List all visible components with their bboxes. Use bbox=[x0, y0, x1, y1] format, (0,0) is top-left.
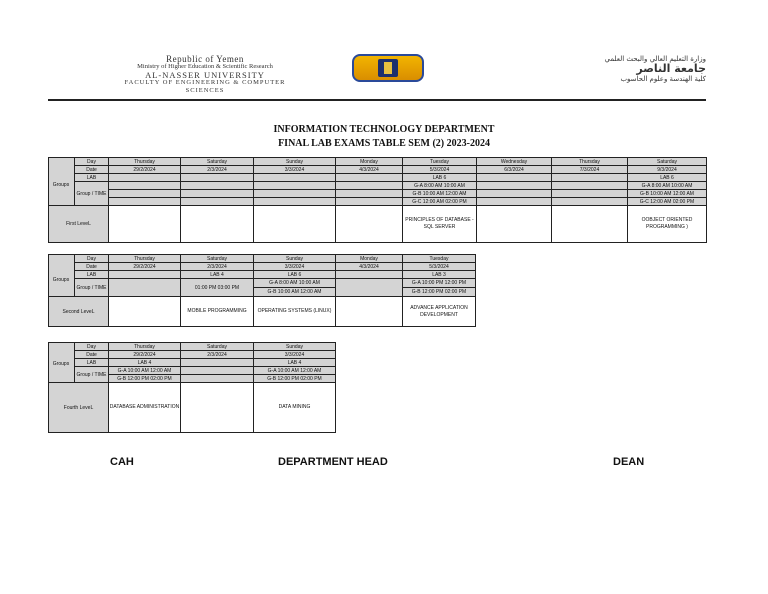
group-time-cell: G-B 10:00 AM 12:00 AM bbox=[403, 190, 477, 198]
date-row bbox=[49, 351, 336, 359]
day-cell: Saturday bbox=[628, 158, 707, 166]
group-time-cell: G-C 12:00 AM 02:00 PM bbox=[403, 198, 477, 206]
group-time-cell: G-A 8:00 AM 10:00 AM bbox=[254, 279, 336, 288]
lab-cell: LAB 6 bbox=[254, 271, 336, 279]
header-en-line-5: SCIENCES bbox=[185, 87, 225, 94]
group-row bbox=[49, 190, 707, 198]
lab-label: LAB bbox=[75, 359, 109, 367]
day-label: Day bbox=[75, 158, 109, 166]
lab-row bbox=[49, 359, 336, 367]
group-time-cell: G-B 10:00 AM 12:00 AM bbox=[254, 288, 336, 297]
day-row bbox=[49, 255, 476, 263]
lab-cell: LAB 4 bbox=[109, 359, 181, 367]
date-label: Date bbox=[75, 263, 109, 271]
group-time-cell: G-A 8:00 AM 10:00 AM bbox=[628, 182, 707, 190]
subject-cell: ADVANCE APPLICATION DEVELOPMENT bbox=[403, 297, 476, 327]
signature-dean: DEAN bbox=[613, 456, 645, 468]
group-time-cell: G-A 10:00 AM 12:00 AM bbox=[109, 367, 181, 375]
date-cell: 9/3/2024 bbox=[628, 166, 707, 174]
group-row bbox=[49, 367, 336, 375]
day-label: Day bbox=[75, 343, 109, 351]
lab-cell: LAB 3 bbox=[403, 271, 476, 279]
groups-label: Groups bbox=[52, 277, 70, 283]
group-time-cell: G-B 12:00 PM 02:00 PM bbox=[109, 375, 181, 383]
day-cell: Thursday bbox=[109, 158, 181, 166]
group-time-cell: G-A 10:00 AM 12:00 AM bbox=[254, 367, 336, 375]
university-logo bbox=[352, 54, 424, 82]
date-cell: 2/3/2024 bbox=[181, 166, 254, 174]
lab-cell: LAB 6 bbox=[403, 174, 477, 182]
group-time-cell: G-B 10:00 AM 12:00 AM bbox=[628, 190, 707, 198]
first-level-table bbox=[48, 157, 707, 243]
fourth-level-table bbox=[48, 342, 336, 433]
header-en-line-4: FACULTY OF ENGINEERING & COMPUTER bbox=[124, 79, 286, 86]
day-cell: Monday bbox=[336, 158, 403, 166]
date-label: Date bbox=[75, 166, 109, 174]
header-en-line-2: Ministry of Higher Education & Scientific Research bbox=[137, 63, 273, 70]
subject-cell: DATABASE ADMINISTRATION bbox=[109, 383, 181, 433]
group-time-label: Group / TIME bbox=[75, 279, 109, 297]
group-time-cell: G-A 8:00 AM 10:00 AM bbox=[403, 182, 477, 190]
date-cell: 4/3/2024 bbox=[336, 166, 403, 174]
date-cell: 6/3/2024 bbox=[477, 166, 552, 174]
second-level-table bbox=[48, 254, 476, 327]
date-row bbox=[49, 263, 476, 271]
date-label: Date bbox=[75, 351, 109, 359]
signature-cah: CAH bbox=[110, 456, 134, 468]
subject-cell: OOBJECT ORIENTED PROGRAMMING ) bbox=[628, 206, 707, 243]
date-cell: 3/3/2024 bbox=[254, 166, 336, 174]
day-cell: Wednesday bbox=[477, 158, 552, 166]
group-row bbox=[49, 279, 476, 288]
day-cell: Thursday bbox=[552, 158, 628, 166]
date-cell: 29/2/2024 bbox=[109, 351, 181, 359]
day-cell: Saturday bbox=[181, 255, 254, 263]
date-row bbox=[49, 166, 707, 174]
header-ar-line-3: كلية الهندسة وعلوم الحاسوب bbox=[620, 75, 706, 83]
date-cell: 5/3/2024 bbox=[403, 166, 477, 174]
level-label: Fourth LeveL bbox=[49, 383, 109, 433]
day-cell: Tuesday bbox=[403, 158, 477, 166]
group-row bbox=[49, 182, 707, 190]
date-cell: 3/3/2024 bbox=[254, 263, 336, 271]
header-english bbox=[70, 55, 340, 95]
day-cell: Sunday bbox=[254, 343, 336, 351]
level-label: Second LeveL bbox=[49, 297, 109, 327]
group-row bbox=[49, 198, 707, 206]
subject-cell: OPERATING SYSTEMS (LINUX) bbox=[254, 297, 336, 327]
lab-cell: LAB 4 bbox=[181, 271, 254, 279]
subject-row bbox=[49, 297, 476, 327]
day-cell: Saturday bbox=[181, 158, 254, 166]
group-time-cell: G-B 12:00 PM 02:00 PM bbox=[403, 288, 476, 297]
day-cell: Tuesday bbox=[403, 255, 476, 263]
date-cell: 29/2/2024 bbox=[109, 263, 181, 271]
lab-label: LAB bbox=[75, 174, 109, 182]
department-title: INFORMATION TECHNOLOGY DEPARTMENT bbox=[273, 124, 495, 135]
day-label: Day bbox=[75, 255, 109, 263]
header-ar-line-1: وزارة التعليم العالي والبحث العلمي bbox=[604, 55, 706, 63]
subject-cell: PRINCIPLES OF DATABASE - SQL SERVER bbox=[403, 206, 477, 243]
day-cell: Saturday bbox=[181, 343, 254, 351]
date-cell: 3/3/2024 bbox=[254, 351, 336, 359]
group-time-cell: G-C 12:00 AM 02:00 PM bbox=[628, 198, 707, 206]
groups-label: Groups bbox=[52, 361, 70, 367]
group-time-cell: 01:00 PM 03:00 PM bbox=[181, 279, 254, 297]
day-cell: Sunday bbox=[254, 158, 336, 166]
day-row bbox=[49, 158, 707, 166]
lab-row bbox=[49, 271, 476, 279]
subject-cell: MOBILE PROGRAMMING bbox=[181, 297, 254, 327]
header-en-line-3: AL-NASSER UNIVERSITY bbox=[145, 70, 265, 80]
date-cell: 2/3/2024 bbox=[181, 351, 254, 359]
group-time-label: Group / TIME bbox=[75, 367, 109, 383]
date-cell: 2/3/2024 bbox=[181, 263, 254, 271]
group-time-label: Group / TIME bbox=[75, 182, 109, 206]
groups-label: Groups bbox=[52, 182, 70, 188]
header-divider bbox=[48, 99, 706, 101]
lab-label: LAB bbox=[75, 271, 109, 279]
group-time-cell: G-B 12:00 PM 02:00 PM bbox=[254, 375, 336, 383]
date-cell: 7/3/2024 bbox=[552, 166, 628, 174]
header-arabic bbox=[488, 54, 706, 84]
subject-row bbox=[49, 206, 707, 243]
date-cell: 4/3/2024 bbox=[336, 263, 403, 271]
date-cell: 29/2/2024 bbox=[109, 166, 181, 174]
signature-department-head: DEPARTMENT HEAD bbox=[278, 456, 388, 468]
day-cell: Thursday bbox=[109, 343, 181, 351]
day-row bbox=[49, 343, 336, 351]
date-cell: 5/3/2024 bbox=[403, 263, 476, 271]
day-cell: Thursday bbox=[109, 255, 181, 263]
day-cell: Sunday bbox=[254, 255, 336, 263]
header-ar-line-2: جامعة الناصر bbox=[636, 62, 706, 75]
exam-table-title: FINAL LAB EXAMS TABLE SEM (2) 2023-2024 bbox=[278, 138, 490, 149]
subject-row bbox=[49, 383, 336, 433]
lab-row bbox=[49, 174, 707, 182]
header-en-line-1: Republic of Yemen bbox=[166, 54, 244, 64]
day-cell: Monday bbox=[336, 255, 403, 263]
subject-cell: DATA MINING bbox=[254, 383, 336, 433]
lab-cell: LAB 4 bbox=[254, 359, 336, 367]
lab-cell: LAB 6 bbox=[628, 174, 707, 182]
group-time-cell: G-A 10:00 PM 12:00 PM bbox=[403, 279, 476, 288]
level-label: First LeveL bbox=[49, 206, 109, 243]
